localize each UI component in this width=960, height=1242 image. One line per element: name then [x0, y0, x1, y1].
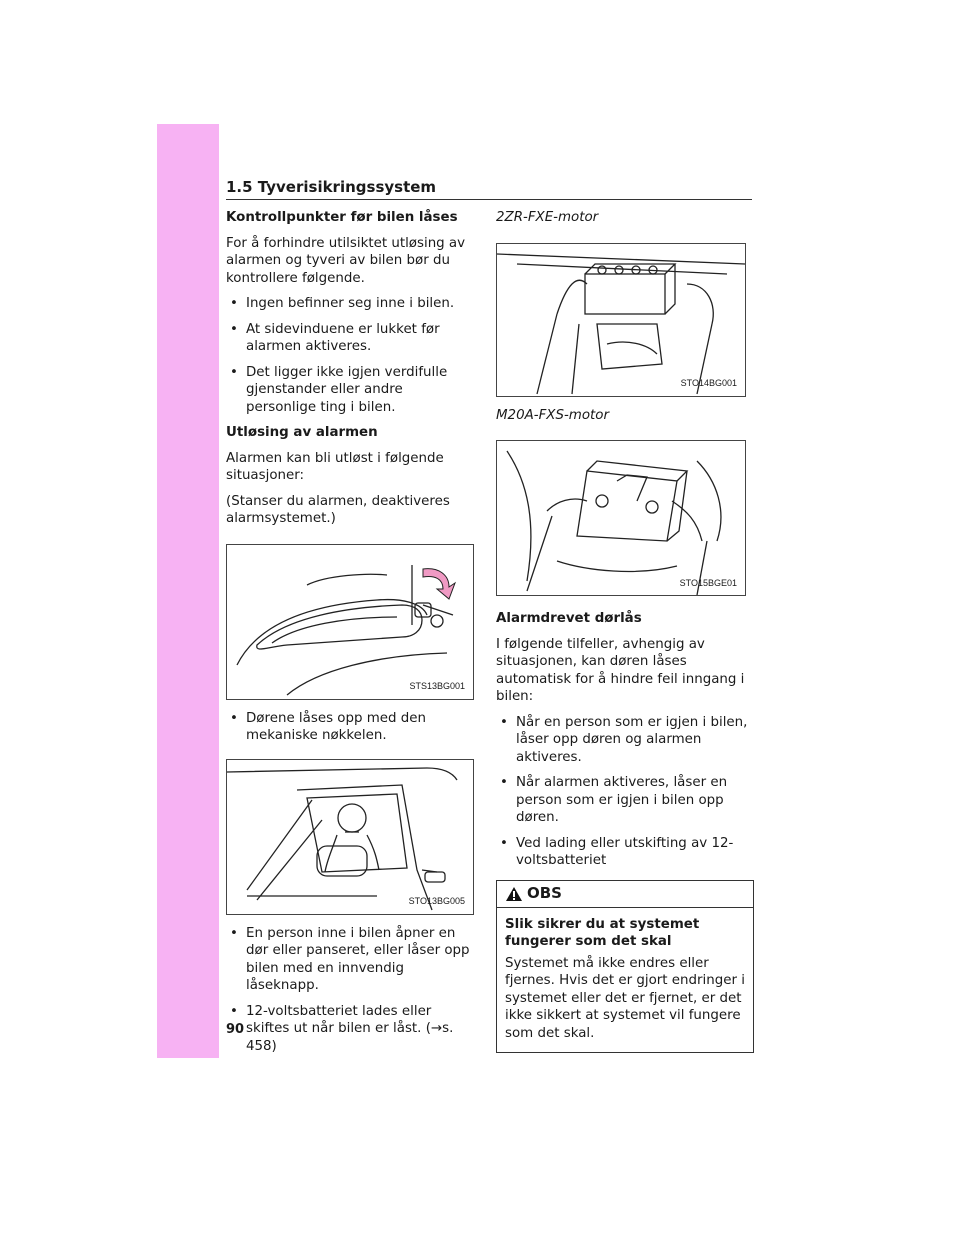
list-item: • En person inne i bilen åpner en dør eller panseret, eller låser opp bilen med en innvendig låseknapp.: [226, 925, 474, 995]
side-tab: [157, 124, 219, 1058]
figure-battery-m20a: [496, 440, 746, 596]
list-item: • Når alarmen aktiveres, låser en person som er igjen i bilen opp døren.: [496, 774, 754, 827]
obs-body: [497, 908, 753, 1053]
list-item: • Dørene låses opp med den mekaniske nøkkelen.: [226, 710, 474, 745]
list-item: • Når en person som er igjen i bilen, låser opp døren og alarmen aktiveres.: [496, 714, 754, 767]
page-number: 90: [226, 1022, 245, 1037]
figure-code: STS13BG001: [409, 681, 465, 691]
figure-code: STO14BG001: [680, 378, 737, 388]
obs-text: Systemet må ikke endres eller fjernes. Hvis det er gjort endringer i systemet eller det er fjernet, er det ikke sikkert at systemet vil fungere som det skal.: [505, 955, 745, 1041]
car-door-illustration: [227, 760, 473, 914]
battery-illustration-2zr: [497, 244, 745, 396]
paragraph-intro: For å forhindre utilsiktet utløsing av alarmen og tyveri av bilen bør du kontrollere følgende.: [226, 235, 466, 286]
section-divider: [226, 199, 752, 200]
list-item: • Ingen befinner seg inne i bilen.: [226, 295, 474, 313]
warning-icon: [505, 886, 523, 902]
list-item: • 12-voltsbatteriet lades eller skiftes ut når bilen er låst. (→s. 458): [226, 1003, 474, 1056]
event-list: [226, 925, 474, 1056]
section-title: 1.5 Tyverisikringssystem: [226, 178, 437, 196]
key-list: [226, 710, 474, 745]
paragraph-note: (Stanser du alarmen, deaktiveres alarmsystemet.): [226, 493, 450, 526]
right-column: [496, 209, 754, 1053]
figure-code: STO15BGE01: [679, 577, 737, 588]
list-item: • Det ligger ikke igjen verdifulle gjenstander eller andre personlige ting i bilen.: [226, 364, 474, 417]
heading-door-lock: Alarmdrevet dørlås: [496, 611, 642, 626]
heading-checkpoints: Kontrollpunkter før bilen låses: [226, 210, 458, 225]
paragraph-situations: Alarmen kan bli utløst i følgende situasjoner:: [226, 450, 444, 483]
battery-illustration-m20a: [497, 441, 745, 595]
list-item: • At sidevinduene er lukket før alarmen aktiveres.: [226, 321, 474, 356]
caption-engine-2: M20A-FXS-motor: [496, 407, 609, 423]
door-handle-illustration: [227, 545, 473, 699]
caption-engine-1: 2ZR-FXE-motor: [496, 210, 599, 225]
door-lock-list: [496, 714, 754, 870]
obs-title: OBS: [527, 883, 562, 902]
obs-notice: [496, 880, 754, 1054]
list-item: • Ved lading eller utskifting av 12-voltsbatteriet: [496, 835, 754, 870]
paragraph-door-lock: I følgende tilfeller, avhengig av situasjonen, kan døren låses automatisk for å hindre feil inngang i bilen:: [496, 636, 745, 704]
checklist: [226, 295, 474, 416]
figure-code: STO13BG005: [408, 896, 465, 906]
figure-battery-2zr: [496, 243, 746, 397]
figure-person-in-car: [226, 759, 474, 915]
left-column: [226, 209, 474, 1063]
heading-alarm-trigger: Utløsing av alarmen: [226, 425, 378, 440]
obs-subheading: Slik sikrer du at systemet fungerer som det skal: [505, 916, 700, 949]
obs-header: [497, 881, 753, 908]
figure-door-handle-key: [226, 544, 474, 700]
